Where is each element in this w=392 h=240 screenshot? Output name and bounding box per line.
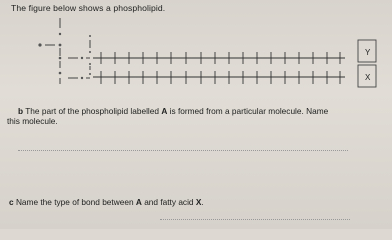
answer-line-b[interactable] [18,150,348,151]
question-b-bold-a: A [161,106,168,116]
question-c-bold-x: X [195,197,202,207]
question-b-text-1: The part of the phospholipid labelled [25,106,160,116]
question-b [7,106,378,126]
question-c-bold-a: A [135,197,142,207]
answer-line-c[interactable] [160,219,350,220]
question-c-letter: c [9,197,14,207]
question-c-text-1: Name the type of bond between [15,197,134,207]
figure-intro: The figure below shows a phospholipid. [11,3,166,13]
phospholipid-diagram [0,12,392,97]
label-x: X [365,73,371,82]
question-b-text-3: this molecule. [7,116,58,126]
question-c [9,197,204,207]
question-b-text-2: is formed from a particular molecule. Name [169,106,329,116]
label-y: Y [365,48,371,57]
question-b-letter: b [18,106,24,116]
question-c-text-2: and fatty acid [144,197,194,207]
question-c-text-3: . [201,197,204,207]
